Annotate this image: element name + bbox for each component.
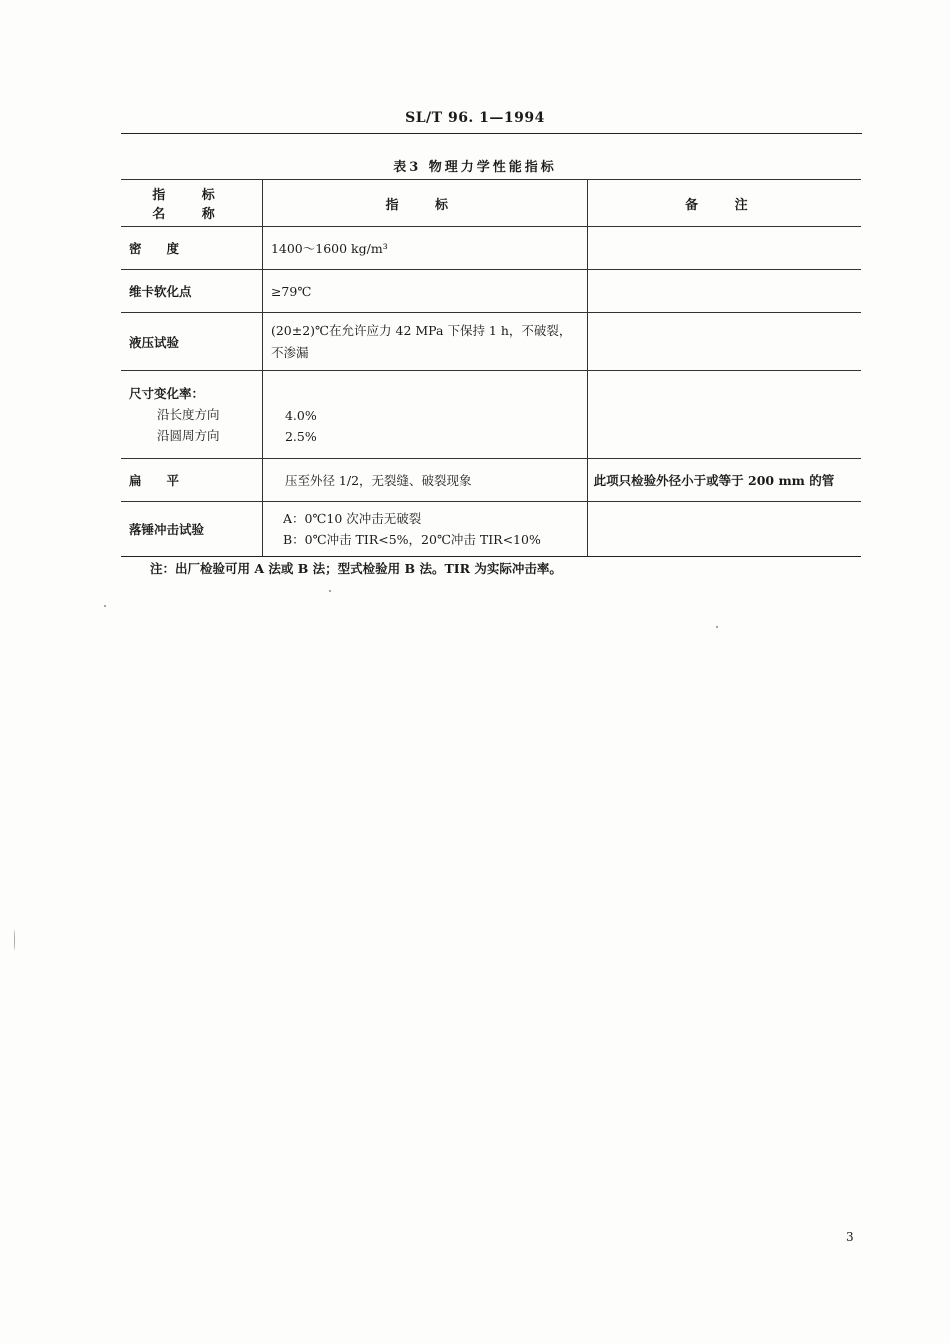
row-name: 维卡软化点 <box>121 270 262 313</box>
table-row <box>121 459 861 502</box>
header-rule <box>121 133 862 134</box>
row-remark <box>587 313 861 371</box>
column-header-remark: 备 注 <box>587 180 861 227</box>
method-b-line: B：0℃冲击 TIR<5%，20℃冲击 TIR<10% <box>282 532 541 547</box>
row-remark <box>587 371 861 459</box>
row-name-group <box>121 371 262 459</box>
table-row <box>121 371 861 459</box>
properties-table <box>121 179 861 557</box>
row-value: 压至外径 1/2，无裂缝、破裂现象 <box>262 459 587 502</box>
row-name: 扁 平 <box>121 459 262 502</box>
row-remark: 此项只检验外径小于或等于 200 mm 的管 <box>587 459 861 502</box>
standard-code-header: SL/T 96. 1—1994 <box>405 110 545 126</box>
table-row <box>121 270 861 313</box>
row-name: 液压试验 <box>121 313 262 371</box>
scan-speck <box>329 590 331 592</box>
scan-speck <box>104 605 106 607</box>
row-name: 尺寸变化率： <box>129 386 205 401</box>
sub-item-label: 沿圆周方向 <box>157 428 220 443</box>
row-value: ≥79℃ <box>262 270 587 313</box>
table-row <box>121 313 861 371</box>
method-a-line: A：0℃10 次冲击无破裂 <box>282 511 422 526</box>
row-value: (20±2)℃在允许应力 42 MPa 下保持 1 h，不破裂，不渗漏 <box>262 313 587 371</box>
row-value-group <box>262 371 587 459</box>
table-title: 表3 物理力学性能指标 <box>393 160 557 175</box>
row-remark <box>587 270 861 313</box>
column-header-value: 指 标 <box>262 180 587 227</box>
row-value-group <box>262 502 587 557</box>
table-header-row <box>121 180 861 227</box>
column-header-name: 指 标 名 称 <box>121 180 262 227</box>
page-number: 3 <box>846 1230 854 1244</box>
table-note: 注：出厂检验可用 A 法或 B 法；型式检验用 B 法。TIR 为实际冲击率。 <box>150 561 562 576</box>
row-value: 1400～1600 kg/m³ <box>262 227 587 270</box>
scan-speck <box>14 930 15 950</box>
table-row <box>121 502 861 557</box>
row-remark <box>587 227 861 270</box>
row-remark <box>587 502 861 557</box>
row-name: 落锤冲击试验 <box>121 502 262 557</box>
row-name: 密 度 <box>121 227 262 270</box>
sub-item-value: 4.0% <box>284 407 317 423</box>
scan-speck <box>716 626 718 628</box>
sub-item-value: 2.5% <box>284 428 317 444</box>
sub-item-label: 沿长度方向 <box>157 407 220 422</box>
table-row <box>121 227 861 270</box>
